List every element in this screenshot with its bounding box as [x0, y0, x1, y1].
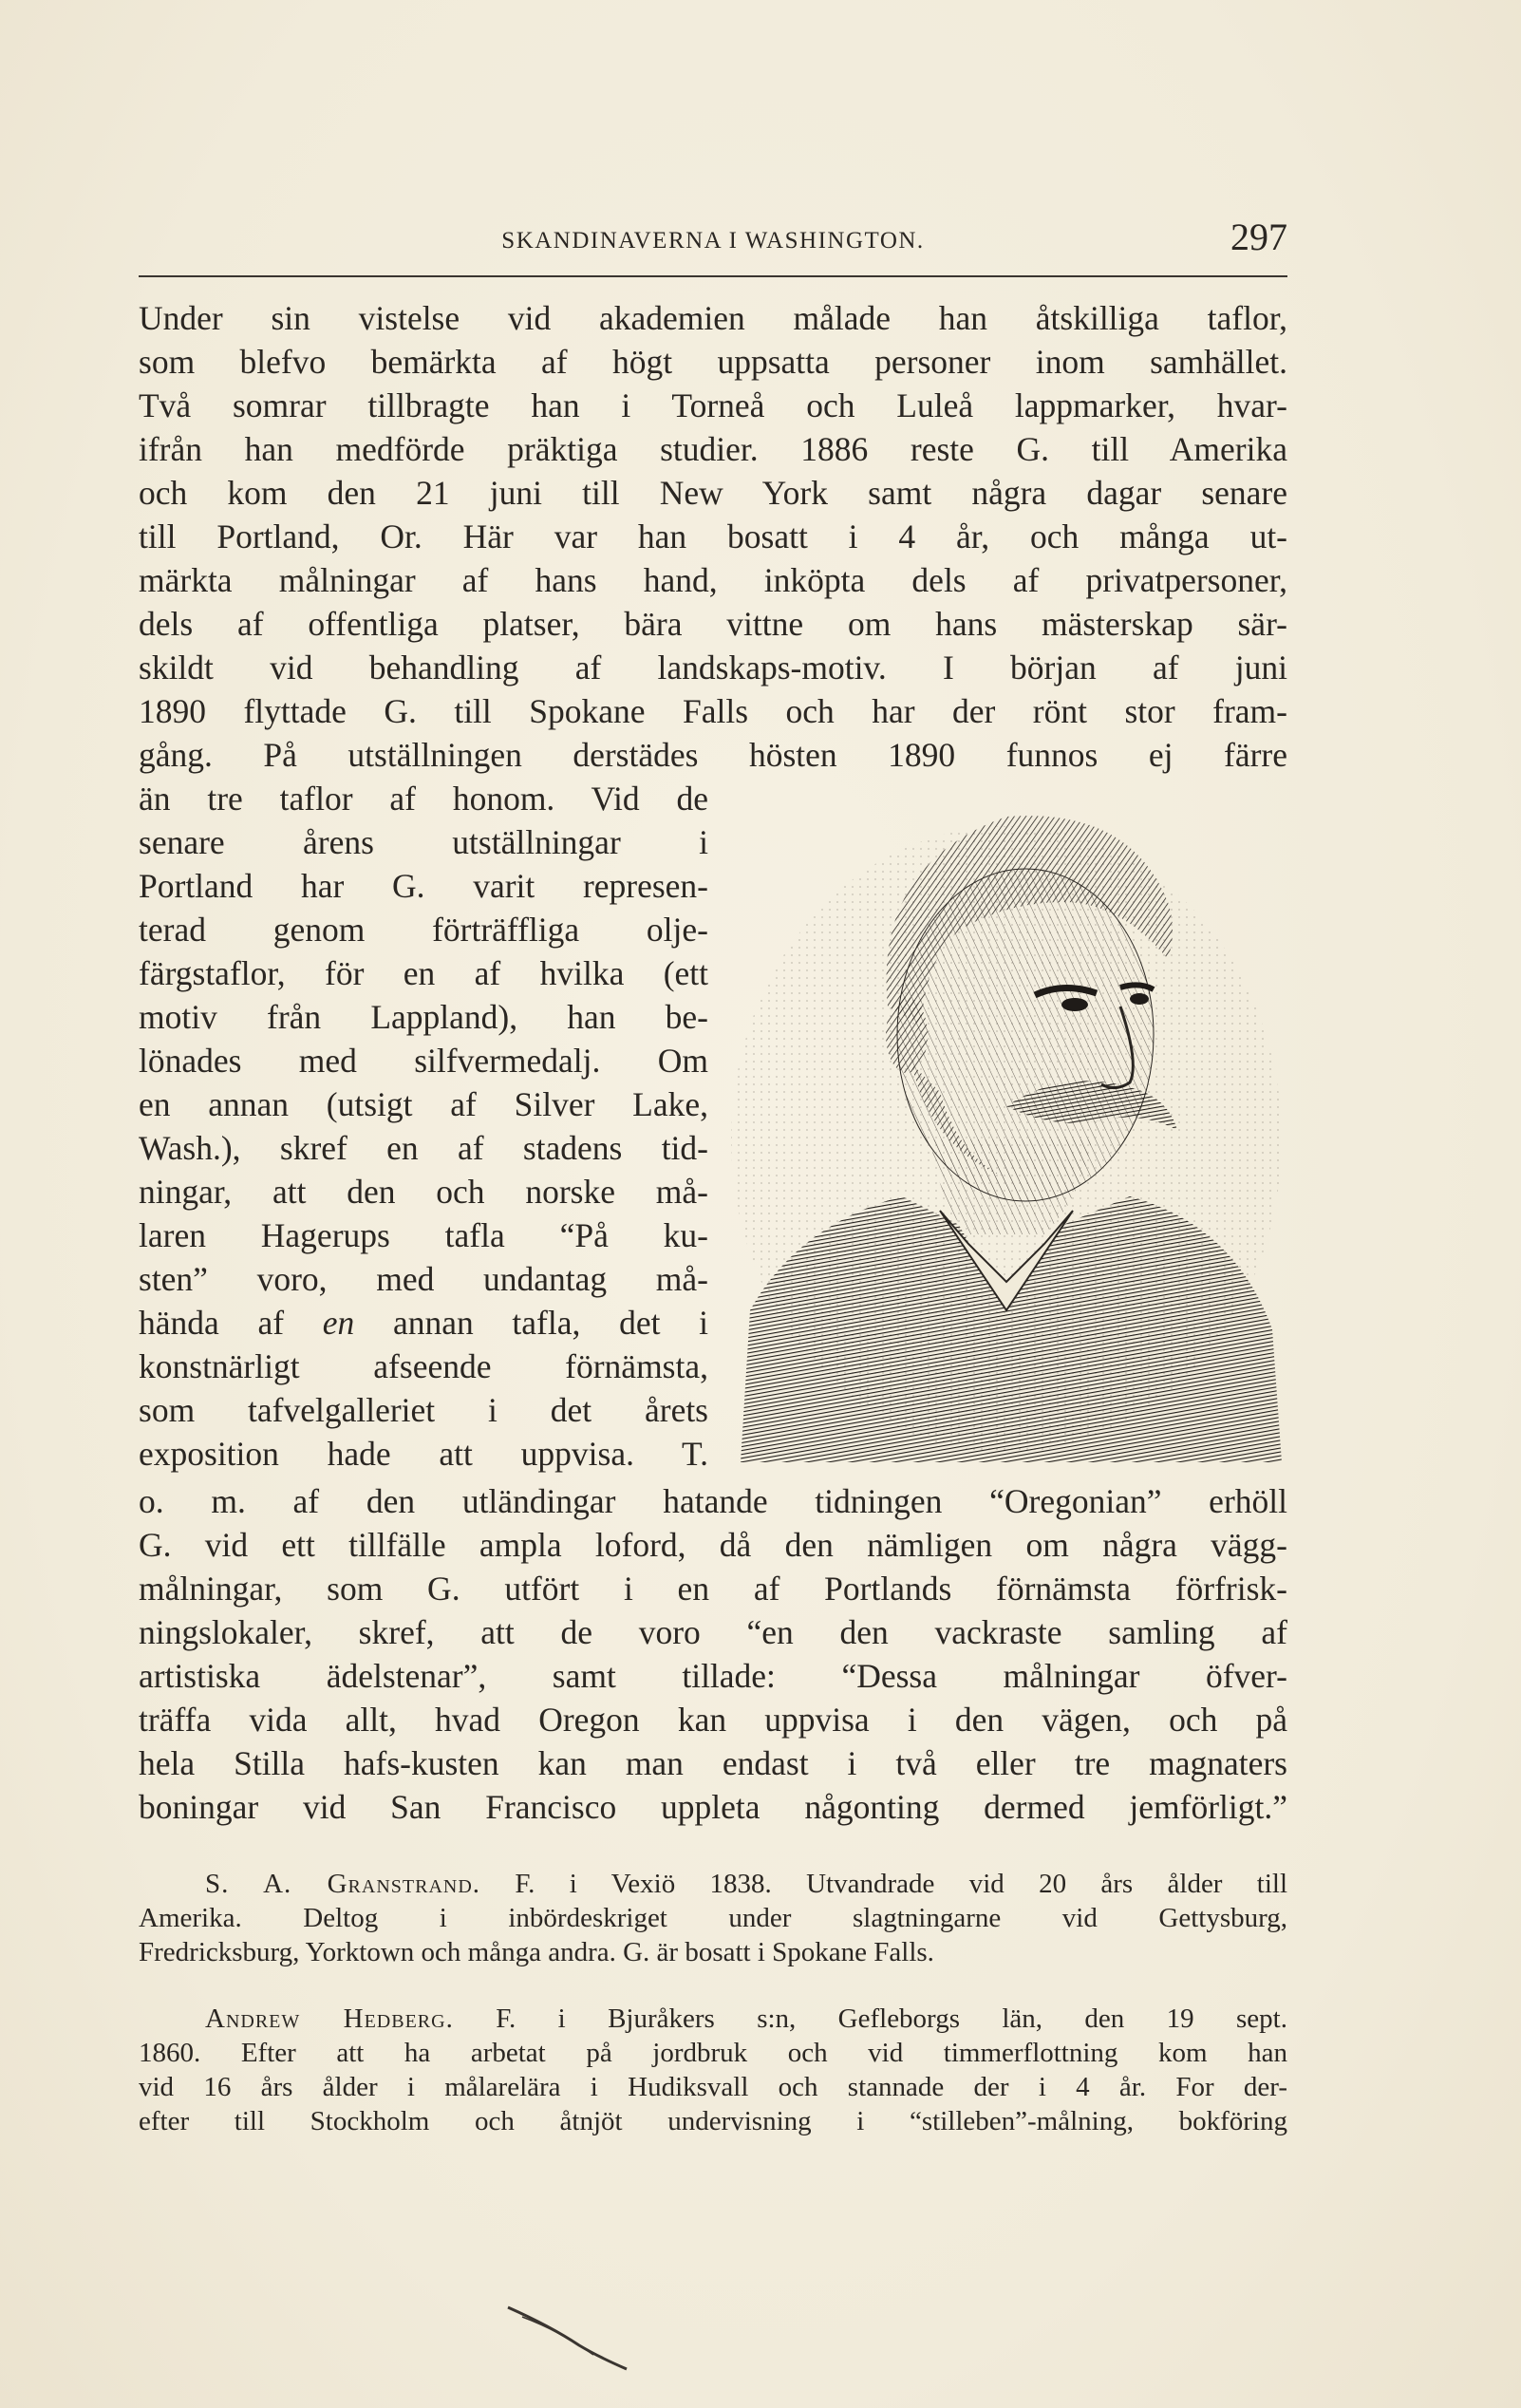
- text-line: dels af offentliga platser, bära vittne om hans mästerskap sär-: [139, 605, 1287, 643]
- text-line: ningslokaler, skref, att de voro “en den vackraste samling af: [139, 1613, 1287, 1651]
- page-header: [139, 215, 1287, 268]
- text-line: lönades med silfvermedalj. Om: [139, 1042, 708, 1080]
- text-line: skildt vid behandling af landskaps-motiv. I början af juni: [139, 649, 1287, 687]
- paragraph-bottom: [139, 1479, 1287, 1829]
- text-fragment: hända af: [139, 1304, 285, 1342]
- text-line: till Portland, Or. Här var han bosatt i 4 år, och många ut-: [139, 517, 1287, 555]
- text-line: färgstaflor, för en af hvilka (ett: [139, 954, 708, 992]
- text-line: 1890 flyttade G. till Spokane Falls och har der rönt stor fram-: [139, 692, 1287, 730]
- text-line: än tre taflor af honom. Vid de: [139, 780, 708, 818]
- entry-text: F. i Bjuråkers s:n, Gefleborgs län, den 19 sept.: [496, 2004, 1287, 2034]
- text-line: terad genom förträffliga olje-: [139, 911, 708, 949]
- portrait-engraving: [722, 779, 1291, 1462]
- paragraph-beside-portrait: [139, 777, 708, 1476]
- biography-entry-granstrand: [139, 1867, 1287, 1969]
- text-line: som tafvelgalleriet i det årets: [139, 1391, 708, 1429]
- entry-line: vid 16 års ålder i målarelära i Hudiksvall och stannade der i 4 år. For der-: [139, 2072, 1287, 2102]
- text-fragment: annan tafla, det i: [392, 1304, 708, 1342]
- entry-name: Andrew Hedberg.: [205, 2004, 454, 2034]
- header-rule: [139, 275, 1287, 277]
- text-line: laren Hagerups tafla “På ku-: [139, 1216, 708, 1254]
- text-line: och kom den 21 juni till New York samt några dagar senare: [139, 474, 1287, 512]
- text-line: ifrån han medförde präktiga studier. 1886 reste G. till Amerika: [139, 430, 1287, 468]
- text-line: ningar, att den och norske må-: [139, 1173, 708, 1211]
- text-line: senare årens utställningar i: [139, 823, 708, 861]
- text-line: Wash.), skref en af stadens tid-: [139, 1129, 708, 1167]
- text-line: o. m. af den utländingar hatande tidningen “Oregonian” erhöll: [139, 1482, 1287, 1520]
- text-line: artistiska ädelstenar”, samt tillade: “Dessa målningar öfver-: [139, 1657, 1287, 1695]
- text-line: G. vid ett tillfälle ampla loford, då den nämligen om några vägg-: [139, 1526, 1287, 1564]
- entry-text: F. i Vexiö 1838. Utvandrade vid 20 års ålder till: [515, 1869, 1287, 1899]
- text-line: Två somrar tillbragte han i Torneå och Luleå lappmarker, hvar-: [139, 386, 1287, 424]
- text-line: målningar, som G. utfört i en af Portlands förnämsta förfrisk-: [139, 1570, 1287, 1608]
- text-line: boningar vid San Francisco uppleta någonting dermed jemförligt.”: [139, 1788, 1287, 1826]
- entry-line: 1860. Efter att ha arbetat på jordbruk och vid timmerflottning kom han: [139, 2038, 1287, 2068]
- text-line: hela Stilla hafs-kusten kan man endast i två eller tre magnaters: [139, 1744, 1287, 1782]
- entry-name: S. A. Granstrand.: [205, 1869, 481, 1899]
- italic-word: en: [322, 1304, 355, 1342]
- biography-entry-hedberg: [139, 2002, 1287, 2138]
- text-line: konstnärligt afseende förnämsta,: [139, 1347, 708, 1385]
- entry-line: Fredricksburg, Yorktown och många andra. G. är bosatt i Spokane Falls.: [139, 1937, 934, 1967]
- text-line: träffa vida allt, hvad Oregon kan uppvisa i den vägen, och på: [139, 1701, 1287, 1739]
- text-line: exposition hade att uppvisa. T.: [139, 1435, 708, 1473]
- entry-line: efter till Stockholm och åtnjöt undervisning i “stilleben”-målning, bokföring: [139, 2106, 1287, 2136]
- text-line: Under sin vistelse vid akademien målade han åtskilliga taflor,: [139, 299, 1287, 337]
- entry-first-line: [139, 1867, 1287, 1901]
- text-line: märkta målningar af hans hand, inköpta dels af privatpersoner,: [139, 561, 1287, 599]
- text-line-with-italic: [139, 1301, 708, 1345]
- text-line: motiv från Lappland), han be-: [139, 998, 708, 1036]
- text-line: som blefvo bemärkta af högt uppsatta personer inom samhället.: [139, 343, 1287, 381]
- ink-mark-icon: [503, 2298, 636, 2374]
- running-head: SKANDINAVERNA I WASHINGTON.: [501, 228, 925, 254]
- text-line: sten” voro, med undantag må-: [139, 1260, 708, 1298]
- text-line: Portland har G. varit represen-: [139, 867, 708, 905]
- text-line: en annan (utsigt af Silver Lake,: [139, 1085, 708, 1123]
- page-number: 297: [1230, 216, 1287, 258]
- entry-first-line: [139, 2002, 1287, 2036]
- paragraph-top: [139, 296, 1287, 777]
- entry-line: Amerika. Deltog i inbördeskriget under slagtningarne vid Gettysburg,: [139, 1903, 1287, 1933]
- text-line: gång. På utställningen derstädes hösten 1890 funnos ej färre: [139, 736, 1287, 774]
